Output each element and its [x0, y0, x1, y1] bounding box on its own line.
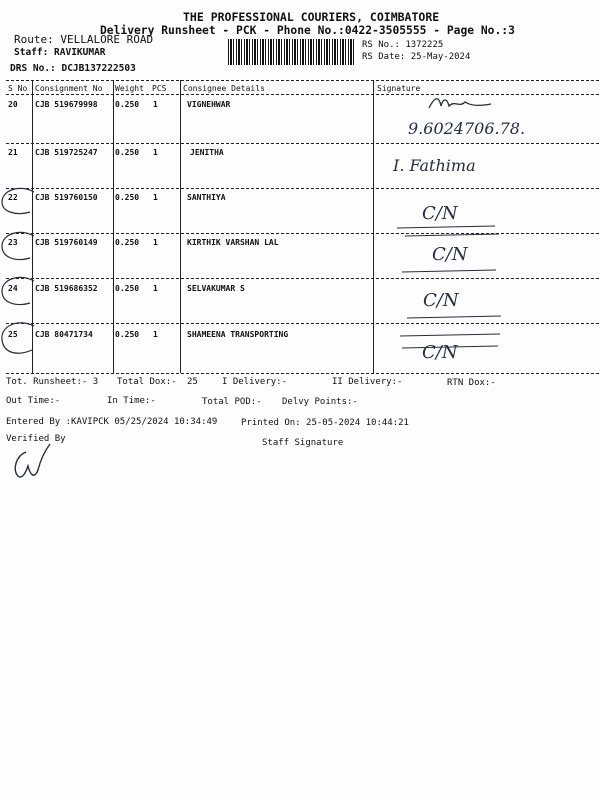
total-pod: Total POD:- — [202, 397, 262, 407]
row-sno: 21 — [8, 148, 18, 157]
col-header-weight: Weight — [115, 84, 144, 93]
signature-scribble — [425, 94, 495, 114]
col-header-sno: S No — [8, 84, 28, 93]
rs-date: RS Date: 25-May-2024 — [362, 52, 471, 62]
verifier-signature — [10, 442, 54, 484]
row-pcs: 1 — [153, 238, 158, 247]
row-pcs: 1 — [153, 100, 158, 109]
row-weight: 0.250 — [115, 148, 140, 157]
row-circle-mark — [0, 230, 40, 264]
barcode — [228, 39, 356, 65]
row-pcs: 1 — [153, 284, 158, 293]
col-header-consignee: Consignee Details — [183, 84, 265, 93]
total-dox-value: 25 — [187, 377, 198, 387]
row-sno: 25 — [8, 330, 18, 339]
row-consignee: SELVAKUMAR S — [187, 284, 245, 293]
row-separator — [6, 278, 599, 279]
col-divider — [373, 80, 374, 373]
row-sno: 22 — [8, 193, 18, 202]
row-separator — [6, 188, 599, 189]
entered-by: Entered By :KAVIPCK 05/25/2024 10:34:49 — [6, 417, 218, 427]
rtn-dox: RTN Dox:- — [447, 378, 496, 388]
row-weight: 0.250 — [115, 284, 140, 293]
row-consignment: CJB 519760150 — [35, 193, 98, 202]
signature-text: C/N — [432, 244, 468, 265]
staff-label: Staff: RAVIKUMAR — [14, 47, 106, 58]
row-consignee: SHAMEENA TRANSPORTING — [187, 330, 289, 339]
signature-underline — [400, 266, 500, 278]
row-separator — [6, 233, 599, 234]
signature-text: C/N — [423, 290, 459, 311]
ii-delivery: II Delivery:- — [332, 377, 403, 387]
signature-text: C/N — [422, 203, 458, 224]
signature-underline — [395, 220, 505, 240]
row-consignee: VIGNEHWAR — [187, 100, 231, 109]
row-consignment: CJB 519679998 — [35, 100, 98, 109]
verified-by: Verified By — [6, 434, 66, 444]
table-top-rule — [6, 80, 599, 81]
row-pcs: 1 — [153, 193, 158, 202]
row-weight: 0.250 — [115, 238, 140, 247]
table-bottom-rule — [6, 373, 599, 374]
row-circle-mark — [0, 275, 40, 309]
table-header-rule — [6, 94, 599, 95]
signature-text: I. Fathima — [393, 156, 476, 175]
row-pcs: 1 — [153, 148, 158, 157]
staff-signature-label: Staff Signature — [262, 438, 344, 448]
row-sno: 20 — [8, 100, 18, 109]
row-consignment: CJB 519686352 — [35, 284, 98, 293]
tot-runsheet: Tot. Runsheet:- 3 — [6, 377, 99, 387]
row-sno: 23 — [8, 238, 18, 247]
col-header-signature: Signature — [377, 84, 421, 93]
printed-on: Printed On: 25-05-2024 10:44:21 — [241, 418, 409, 428]
col-divider — [180, 80, 181, 373]
row-weight: 0.250 — [115, 330, 140, 339]
row-sno: 24 — [8, 284, 18, 293]
row-consignment: CJB 519760149 — [35, 238, 98, 247]
row-consignment: CJB 519725247 — [35, 148, 98, 157]
in-time: In Time:- — [107, 396, 156, 406]
delvy-points: Delvy Points:- — [282, 397, 358, 407]
signature-text: C/N — [422, 342, 458, 363]
row-consignee: JENITHA — [190, 148, 224, 157]
row-consignment: CJB 80471734 — [35, 330, 93, 339]
row-circle-mark — [0, 320, 40, 360]
company-name: THE PROFESSIONAL COURIERS, COIMBATORE — [183, 10, 440, 24]
out-time: Out Time:- — [6, 396, 61, 406]
row-weight: 0.250 — [115, 100, 140, 109]
col-header-consignment: Consignment No — [35, 84, 103, 93]
runsheet-title: Delivery Runsheet - PCK - Phone No.:0422-3505555 - Page No.:3 — [100, 24, 515, 37]
route-label: Route: VELLALORE ROAD — [14, 33, 154, 46]
row-weight: 0.250 — [115, 193, 140, 202]
col-divider — [113, 80, 114, 373]
rs-number: RS No.: 1372225 — [362, 40, 444, 50]
phone-note: 9.6024706.78. — [408, 119, 526, 138]
row-pcs: 1 — [153, 330, 158, 339]
row-consignee: SANTHIYA — [187, 193, 226, 202]
i-delivery: I Delivery:- — [222, 377, 288, 387]
col-header-pcs: PCS — [152, 84, 167, 93]
drs-number: DRS No.: DCJB137222503 — [10, 63, 136, 74]
row-separator — [6, 323, 599, 324]
total-dox-label: Total Dox:- — [117, 377, 177, 387]
row-circle-mark — [0, 186, 40, 218]
row-consignee: KIRTHIK VARSHAN LAL — [187, 238, 279, 247]
row-separator — [6, 143, 599, 144]
